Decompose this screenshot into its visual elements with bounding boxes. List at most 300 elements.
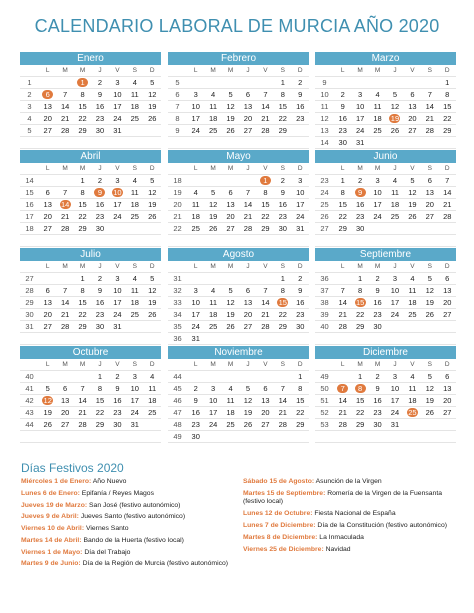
- day-cell: [222, 77, 239, 89]
- week-row: [168, 419, 309, 431]
- day-cell: 18: [126, 297, 143, 309]
- day-cell: [144, 431, 161, 443]
- week-row: [315, 199, 456, 211]
- day-cell: 12: [421, 383, 438, 395]
- week-row: [168, 383, 309, 395]
- day-cell: 27: [239, 321, 256, 333]
- week-number: 36: [315, 273, 334, 285]
- day-cell: [222, 175, 239, 187]
- day-cell: 22: [257, 211, 274, 223]
- day-cell: 29: [74, 125, 91, 137]
- day-cell: 18: [369, 113, 386, 125]
- weekday-label: S: [274, 65, 291, 77]
- day-cell: 26: [222, 125, 239, 137]
- holiday-date: Martes 8 de Diciembre:: [243, 533, 318, 541]
- day-cell: 1: [74, 273, 91, 285]
- day-cell: 17: [109, 199, 126, 211]
- weekday-label: J: [386, 261, 403, 273]
- day-cell: [239, 431, 256, 443]
- day-cell: 11: [369, 101, 386, 113]
- day-cell: 7: [56, 187, 73, 199]
- day-cell: 15: [274, 101, 291, 113]
- week-row: [315, 137, 456, 149]
- month-table: [315, 65, 456, 149]
- week-number: 51: [315, 395, 334, 407]
- day-cell: [274, 297, 291, 309]
- week-number-header: [168, 261, 187, 273]
- day-cell: 20: [439, 395, 456, 407]
- day-cell: [439, 321, 456, 333]
- day-cell: 1: [91, 371, 108, 383]
- week-number: [20, 333, 39, 345]
- weekday-label: D: [292, 261, 309, 273]
- week-row: [315, 175, 456, 187]
- day-cell: 11: [386, 187, 403, 199]
- day-cell: 19: [39, 407, 56, 419]
- weekday-label: S: [274, 261, 291, 273]
- week-row: [20, 175, 161, 187]
- day-cell: 27: [421, 211, 438, 223]
- month-septiembre: [315, 248, 456, 345]
- day-cell: 27: [439, 309, 456, 321]
- holiday-date: Jueves 19 de Marzo:: [21, 501, 88, 509]
- week-row: [20, 273, 161, 285]
- day-cell: 30: [274, 223, 291, 235]
- day-cell: 1: [351, 371, 368, 383]
- weekday-label: S: [421, 261, 438, 273]
- weekday-label: L: [334, 359, 351, 371]
- day-cell: 29: [74, 321, 91, 333]
- day-cell: 30: [351, 223, 368, 235]
- day-cell: 17: [386, 297, 403, 309]
- weekday-label: L: [334, 163, 351, 175]
- day-cell: 31: [109, 321, 126, 333]
- week-row: [20, 371, 161, 383]
- week-number: [168, 235, 187, 247]
- day-cell: 4: [187, 187, 204, 199]
- day-cell: 20: [421, 199, 438, 211]
- week-row: [168, 223, 309, 235]
- weekday-header-row: [315, 65, 456, 77]
- day-cell: 22: [439, 113, 456, 125]
- month-table: [168, 261, 309, 345]
- day-cell: 17: [109, 297, 126, 309]
- day-cell: 13: [222, 199, 239, 211]
- week-row: [315, 309, 456, 321]
- day-cell: [56, 431, 73, 443]
- day-cell: 20: [439, 297, 456, 309]
- weekday-label: D: [144, 163, 161, 175]
- day-cell: 23: [292, 309, 309, 321]
- day-cell: 30: [292, 321, 309, 333]
- day-cell: 19: [421, 395, 438, 407]
- day-cell: 28: [257, 321, 274, 333]
- day-cell: 1: [292, 371, 309, 383]
- holiday-date: Jueves 9 de Abril:: [21, 513, 79, 521]
- day-cell: 12: [144, 89, 161, 101]
- weekday-label: M: [204, 163, 221, 175]
- day-cell: [351, 383, 368, 395]
- day-cell: 9: [109, 383, 126, 395]
- day-cell: [404, 77, 421, 89]
- weekday-label: M: [351, 65, 368, 77]
- day-cell: [334, 371, 351, 383]
- day-cell: 17: [369, 199, 386, 211]
- day-cell: 16: [91, 199, 108, 211]
- day-cell: [56, 199, 73, 211]
- day-cell: 25: [222, 419, 239, 431]
- day-cell: [351, 77, 368, 89]
- day-cell: [386, 77, 403, 89]
- week-row: [20, 431, 161, 443]
- day-cell: 15: [439, 101, 456, 113]
- week-number: 11: [315, 101, 334, 113]
- day-cell: [239, 175, 256, 187]
- day-cell: 6: [239, 285, 256, 297]
- week-row: [168, 309, 309, 321]
- week-row: [168, 285, 309, 297]
- holiday-description: Romería de la Virgen de la Fuensanta (festivo local): [243, 489, 442, 506]
- month-header: Mayo: [168, 150, 309, 163]
- week-number: 21: [168, 211, 187, 223]
- day-cell: 1: [74, 175, 91, 187]
- day-cell: 28: [274, 419, 291, 431]
- day-cell: 20: [257, 407, 274, 419]
- week-number: 1: [20, 77, 39, 89]
- weekday-label: J: [239, 163, 256, 175]
- day-cell: 26: [421, 309, 438, 321]
- week-row: [168, 235, 309, 247]
- day-cell: [74, 77, 91, 89]
- day-cell: [404, 431, 421, 443]
- day-cell: [386, 333, 403, 345]
- day-cell: 3: [292, 175, 309, 187]
- day-cell: 15: [74, 101, 91, 113]
- weekday-label: S: [421, 359, 438, 371]
- day-cell: [369, 223, 386, 235]
- day-cell: [144, 223, 161, 235]
- day-cell: 14: [56, 297, 73, 309]
- day-cell: [39, 89, 56, 101]
- day-cell: 29: [257, 223, 274, 235]
- day-cell: 17: [386, 395, 403, 407]
- weekday-label: D: [292, 163, 309, 175]
- month-table: [20, 163, 161, 247]
- day-cell: 19: [222, 309, 239, 321]
- day-cell: 10: [187, 297, 204, 309]
- week-number-header: [315, 163, 334, 175]
- week-row: [168, 395, 309, 407]
- day-cell: [56, 175, 73, 187]
- holiday-item: [21, 490, 231, 499]
- day-cell: [239, 273, 256, 285]
- month-header: Abril: [20, 150, 161, 163]
- week-row: [315, 187, 456, 199]
- holiday-item: [21, 549, 231, 558]
- day-cell: [204, 175, 221, 187]
- holiday-item: [243, 522, 455, 531]
- day-cell: 11: [204, 101, 221, 113]
- day-cell: 14: [334, 395, 351, 407]
- week-number: 30: [20, 309, 39, 321]
- day-cell: [56, 137, 73, 149]
- weekday-label: V: [109, 261, 126, 273]
- weekday-label: M: [74, 261, 91, 273]
- day-cell: 12: [222, 297, 239, 309]
- day-cell: 18: [126, 199, 143, 211]
- month-table: [315, 261, 456, 345]
- day-cell: 4: [126, 175, 143, 187]
- week-row: [315, 125, 456, 137]
- day-cell: [369, 431, 386, 443]
- week-number: 37: [315, 285, 334, 297]
- month-noviembre: [168, 346, 309, 443]
- weekday-label: M: [222, 359, 239, 371]
- day-cell: 21: [257, 113, 274, 125]
- weekday-label: D: [292, 359, 309, 371]
- day-cell: 12: [204, 199, 221, 211]
- day-cell: [334, 431, 351, 443]
- day-cell: 3: [109, 77, 126, 89]
- day-cell: 10: [351, 101, 368, 113]
- day-cell: [274, 333, 291, 345]
- day-cell: [334, 383, 351, 395]
- day-cell: 10: [386, 383, 403, 395]
- weekday-label: L: [39, 65, 56, 77]
- weekday-label: D: [144, 359, 161, 371]
- day-cell: 3: [109, 273, 126, 285]
- holiday-description: La Inmaculada: [317, 533, 364, 541]
- week-row: [20, 321, 161, 333]
- holiday-marker: 19: [390, 113, 400, 123]
- week-row: [20, 223, 161, 235]
- day-cell: 27: [257, 419, 274, 431]
- day-cell: 21: [334, 309, 351, 321]
- day-cell: [239, 333, 256, 345]
- weekday-label: M: [56, 163, 73, 175]
- day-cell: 27: [56, 419, 73, 431]
- week-row: [315, 113, 456, 125]
- day-cell: 8: [351, 285, 368, 297]
- day-cell: [204, 77, 221, 89]
- weekday-label: D: [439, 163, 456, 175]
- day-cell: 5: [39, 383, 56, 395]
- day-cell: 19: [144, 101, 161, 113]
- day-cell: [257, 77, 274, 89]
- day-cell: 4: [404, 273, 421, 285]
- day-cell: 11: [144, 383, 161, 395]
- month-junio: [315, 150, 456, 247]
- day-cell: [109, 333, 126, 345]
- day-cell: 3: [204, 383, 221, 395]
- day-cell: [222, 333, 239, 345]
- week-row: [168, 175, 309, 187]
- day-cell: [74, 235, 91, 247]
- week-number-header: [315, 65, 334, 77]
- week-number: 32: [168, 285, 187, 297]
- day-cell: 23: [91, 211, 108, 223]
- day-cell: 13: [239, 297, 256, 309]
- day-cell: 15: [74, 297, 91, 309]
- day-cell: 26: [239, 419, 256, 431]
- day-cell: 25: [204, 125, 221, 137]
- day-cell: 8: [334, 187, 351, 199]
- month-table: [315, 359, 456, 443]
- day-cell: 28: [439, 211, 456, 223]
- weekday-label: D: [439, 65, 456, 77]
- day-cell: [334, 235, 351, 247]
- day-cell: 10: [126, 383, 143, 395]
- week-number: 33: [168, 297, 187, 309]
- day-cell: 26: [222, 321, 239, 333]
- day-cell: [334, 77, 351, 89]
- day-cell: 22: [274, 113, 291, 125]
- holidays-list-left: [21, 478, 231, 572]
- day-cell: 6: [222, 187, 239, 199]
- week-number: 17: [20, 211, 39, 223]
- day-cell: [109, 235, 126, 247]
- day-cell: [144, 125, 161, 137]
- holiday-description: Año Nuevo: [91, 478, 127, 485]
- day-cell: 18: [386, 199, 403, 211]
- day-cell: [421, 321, 438, 333]
- day-cell: [439, 223, 456, 235]
- holiday-marker: 12: [43, 395, 52, 405]
- day-cell: 30: [187, 431, 204, 443]
- weekday-label: S: [421, 65, 438, 77]
- day-cell: [56, 273, 73, 285]
- weekday-label: J: [239, 261, 256, 273]
- week-number-header: [20, 359, 39, 371]
- day-cell: [222, 371, 239, 383]
- day-cell: 15: [334, 199, 351, 211]
- weekday-label: V: [404, 261, 421, 273]
- weekday-label: M: [369, 261, 386, 273]
- weekday-label: M: [204, 261, 221, 273]
- month-header: Marzo: [315, 52, 456, 65]
- day-cell: 23: [91, 113, 108, 125]
- day-cell: 22: [74, 211, 91, 223]
- day-cell: [204, 371, 221, 383]
- day-cell: 19: [222, 113, 239, 125]
- day-cell: [39, 333, 56, 345]
- day-cell: 27: [404, 125, 421, 137]
- weekday-label: V: [109, 163, 126, 175]
- week-number: 20: [168, 199, 187, 211]
- month-header: Septiembre: [315, 248, 456, 261]
- day-cell: [126, 223, 143, 235]
- week-row: [20, 395, 161, 407]
- day-cell: [91, 333, 108, 345]
- month-header: Enero: [20, 52, 161, 65]
- weekday-label: L: [187, 261, 204, 273]
- week-row: [315, 211, 456, 223]
- day-cell: 2: [292, 273, 309, 285]
- day-cell: [421, 235, 438, 247]
- week-row: [315, 419, 456, 431]
- day-cell: [39, 137, 56, 149]
- week-number: [20, 235, 39, 247]
- week-number: 25: [315, 199, 334, 211]
- day-cell: [187, 137, 204, 149]
- week-number: 53: [315, 419, 334, 431]
- week-number: 3: [20, 101, 39, 113]
- day-cell: 21: [74, 407, 91, 419]
- week-row: [315, 407, 456, 419]
- weekday-label: S: [126, 261, 143, 273]
- day-cell: 28: [239, 223, 256, 235]
- day-cell: [421, 77, 438, 89]
- weekday-label: J: [386, 359, 403, 371]
- week-number: [20, 137, 39, 149]
- day-cell: 12: [222, 101, 239, 113]
- day-cell: 30: [91, 223, 108, 235]
- week-number-header: [315, 359, 334, 371]
- day-cell: 2: [369, 371, 386, 383]
- day-cell: 23: [109, 407, 126, 419]
- week-row: [20, 125, 161, 137]
- day-cell: [56, 371, 73, 383]
- day-cell: 23: [369, 309, 386, 321]
- day-cell: 2: [91, 77, 108, 89]
- day-cell: 27: [439, 407, 456, 419]
- day-cell: 25: [126, 211, 143, 223]
- day-cell: [39, 431, 56, 443]
- day-cell: 6: [421, 175, 438, 187]
- holiday-description: Bando de la Huerta (festivo local): [81, 536, 184, 544]
- day-cell: 22: [91, 407, 108, 419]
- day-cell: 26: [39, 419, 56, 431]
- day-cell: 24: [109, 113, 126, 125]
- day-cell: 8: [274, 285, 291, 297]
- holiday-date: Lunes 6 de Enero:: [21, 489, 80, 497]
- week-row: [315, 77, 456, 89]
- week-number: [315, 235, 334, 247]
- weekday-label: D: [144, 261, 161, 273]
- day-cell: 11: [126, 187, 143, 199]
- weekday-label: L: [187, 359, 204, 371]
- weekday-header-row: [168, 65, 309, 77]
- day-cell: [39, 235, 56, 247]
- weekday-label: S: [274, 359, 291, 371]
- holiday-item: [243, 534, 455, 543]
- week-row: [20, 419, 161, 431]
- day-cell: 26: [144, 113, 161, 125]
- day-cell: [144, 333, 161, 345]
- day-cell: 9: [292, 285, 309, 297]
- weekday-label: L: [334, 261, 351, 273]
- month-agosto: [168, 248, 309, 345]
- day-cell: 9: [334, 101, 351, 113]
- day-cell: [222, 431, 239, 443]
- weekday-header-row: [20, 261, 161, 273]
- day-cell: 29: [274, 321, 291, 333]
- day-cell: [386, 113, 403, 125]
- weekday-label: M: [74, 65, 91, 77]
- weekday-label: L: [39, 163, 56, 175]
- day-cell: 25: [204, 321, 221, 333]
- day-cell: 21: [421, 113, 438, 125]
- week-number: 41: [20, 383, 39, 395]
- day-cell: 7: [257, 89, 274, 101]
- day-cell: 31: [109, 125, 126, 137]
- day-cell: 28: [257, 125, 274, 137]
- month-febrero: [168, 52, 309, 149]
- week-number: 44: [20, 419, 39, 431]
- holiday-date: Miércoles 1 de Enero:: [21, 478, 92, 485]
- week-row: [168, 371, 309, 383]
- day-cell: [369, 77, 386, 89]
